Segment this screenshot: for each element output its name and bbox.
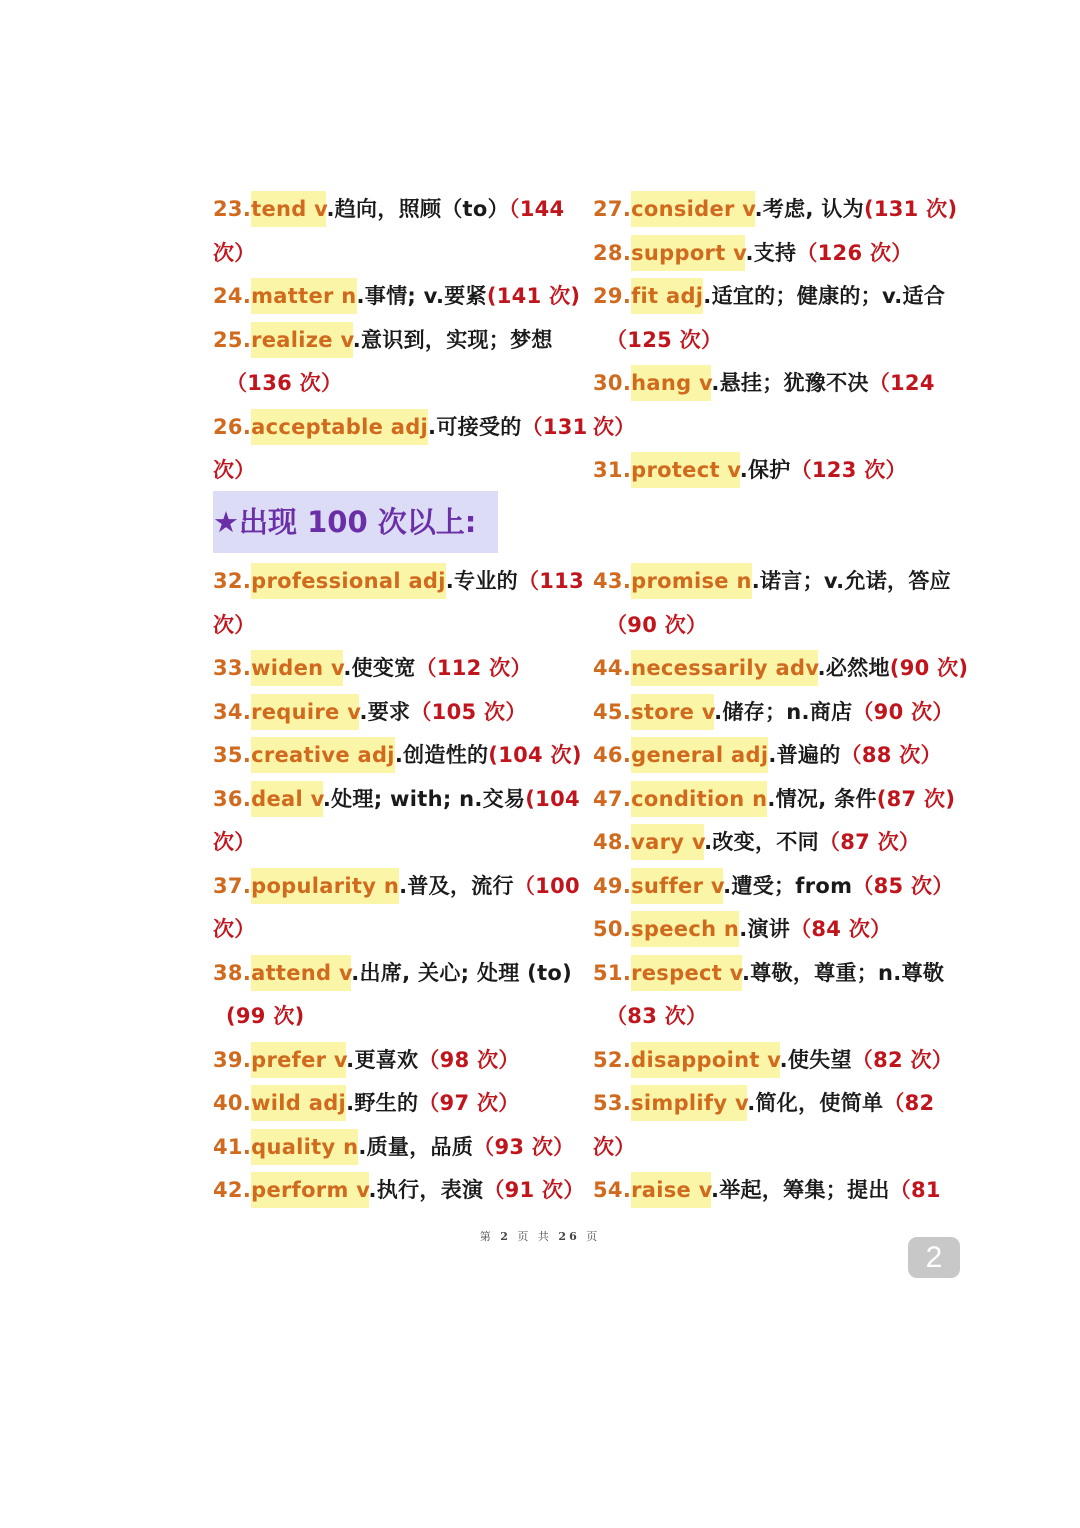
vocab-column-lower-right (593, 560, 969, 1213)
entry-continuation: 次） (213, 458, 256, 482)
entry-word: store v (631, 694, 714, 730)
entry-number: 41. (213, 1134, 252, 1159)
entry-word: simplify v (631, 1085, 747, 1121)
entry-frequency: （98 次） (418, 1047, 520, 1072)
entry-word: quality n (251, 1129, 358, 1165)
entry-continuation: 次） (593, 1134, 636, 1159)
entry-frequency: （144 (508, 197, 565, 221)
entry-definition: .要求 (359, 699, 411, 724)
entry-frequency: （85 次） (852, 873, 954, 898)
entry-frequency: （82 (883, 1091, 935, 1115)
entry-frequency: (131 次) (863, 197, 958, 221)
footer-total-pages: 26 (558, 1230, 580, 1243)
entry-definition: .尊敬，尊重；n.尊敬 (741, 960, 945, 985)
entry-definition: .使失望 (779, 1047, 852, 1072)
entry-frequency: （126 次） (796, 240, 913, 265)
entry-continuation: 次） (593, 414, 636, 439)
entry-frequency: （91 次） (483, 1178, 585, 1202)
entry-number: 26. (213, 414, 252, 439)
vocab-entry (593, 647, 969, 691)
entry-number: 47. (593, 786, 632, 811)
entry-word: tend v (251, 191, 326, 227)
entry-definition: .考虑, 认为 (754, 197, 864, 221)
entry-word: creative adj (251, 737, 395, 773)
vocab-column-upper-left (213, 188, 588, 493)
entry-frequency: (87 次) (876, 786, 956, 811)
entry-number: 46. (593, 743, 632, 767)
entry-number: 44. (593, 656, 632, 680)
entry-frequency: （113 (517, 569, 584, 593)
entry-definition: .事情; v.要紧 (356, 284, 487, 308)
vocab-entry (213, 1169, 585, 1213)
vocab-entry (213, 952, 573, 996)
entry-word: raise v (631, 1172, 711, 1208)
entry-word: wild adj (251, 1085, 346, 1121)
footer-page-number: 2 (500, 1230, 511, 1243)
entry-continuation: 次） (213, 830, 256, 854)
entry-word: fit adj (631, 278, 703, 314)
entry-number: 24. (213, 284, 252, 308)
entry-number: 50. (593, 917, 632, 941)
vocab-column-lower-left (213, 560, 585, 1213)
entry-word: speech n (631, 911, 739, 947)
vocab-entry (593, 821, 945, 865)
entry-frequency: （84 次） (790, 917, 892, 941)
vocab-entry (593, 275, 945, 319)
page-number-badge: 2 (908, 1237, 960, 1278)
vocab-entry (213, 778, 580, 822)
entry-continuation: (99 次) (226, 1004, 305, 1028)
entry-word: acceptable adj (251, 409, 428, 445)
entry-number: 34. (213, 699, 252, 724)
vocab-entry (213, 691, 565, 735)
entry-word: support v (631, 235, 745, 271)
entry-continuation: （90 次） (606, 612, 708, 637)
entry-definition: .保护 (739, 458, 791, 482)
entry-number: 36. (213, 786, 252, 811)
entry-number: 39. (213, 1047, 252, 1072)
entry-number: 51. (593, 960, 632, 985)
entry-number: 48. (593, 830, 632, 854)
entry-word: popularity n (251, 868, 399, 904)
entry-definition: .可接受的 (428, 414, 522, 439)
entry-number: 23. (213, 197, 252, 221)
vocab-entry (213, 188, 565, 232)
entry-word: suffer v (631, 868, 723, 904)
entry-definition: .执行，表演 (368, 1178, 484, 1202)
entry-definition: .必然地 (817, 656, 890, 680)
entry-frequency: （81 (889, 1178, 941, 1202)
vocab-entry (593, 1169, 945, 1213)
entry-number: 49. (593, 873, 632, 898)
vocab-entry (593, 908, 945, 952)
entry-number: 45. (593, 699, 632, 724)
entry-word: general adj (631, 737, 768, 773)
entry-word: prefer v (251, 1042, 346, 1078)
entry-word: professional adj (251, 563, 446, 599)
entry-number: 40. (213, 1091, 252, 1115)
entry-number: 31. (593, 458, 632, 482)
entry-frequency: （100 (513, 873, 580, 898)
entry-word: disappoint v (631, 1042, 779, 1078)
footer-mid: 页 共 (517, 1230, 552, 1243)
entry-word: respect v (631, 955, 742, 991)
vocab-entry (593, 865, 954, 909)
entry-definition: .改变，不同 (704, 830, 819, 854)
footer-suffix: 页 (586, 1230, 601, 1243)
entry-word: hang v (631, 365, 711, 401)
vocab-entry (593, 952, 945, 996)
entry-definition: .处理; with; n.交易 (322, 786, 526, 811)
vocab-entry (213, 734, 582, 778)
entry-word: vary v (631, 824, 704, 860)
entry-definition: .趋向，照顾（to） (326, 197, 509, 221)
vocab-entry (593, 188, 958, 232)
entry-word: matter n (251, 278, 356, 314)
entry-definition: .遭受；from (723, 873, 853, 898)
entry-frequency: （97 次） (418, 1091, 520, 1115)
vocab-entry (593, 362, 945, 406)
entry-frequency: (104 (525, 786, 580, 811)
entry-definition: .普及，流行 (399, 873, 514, 898)
entry-continuation: 次） (213, 917, 256, 941)
entry-word: protect v (631, 452, 740, 488)
entry-word: realize v (251, 322, 353, 358)
entry-number: 38. (213, 960, 252, 985)
entry-frequency: （123 次） (790, 458, 907, 482)
vocab-entry (213, 319, 565, 363)
entry-frequency: （90 次） (852, 699, 954, 724)
entry-continuation: （136 次） (226, 371, 343, 395)
entry-number: 42. (213, 1178, 252, 1202)
entry-number: 28. (593, 240, 632, 265)
entry-number: 29. (593, 284, 632, 308)
vocab-entry (213, 275, 581, 319)
entry-continuation: 次） (213, 612, 256, 637)
entry-continuation: （83 次） (606, 1004, 708, 1028)
entry-frequency: （93 次） (473, 1134, 575, 1159)
entry-word: widen v (251, 650, 343, 686)
vocab-entry (593, 691, 954, 735)
entry-word: deal v (251, 781, 323, 817)
entry-definition: .更喜欢 (346, 1047, 419, 1072)
entry-frequency: （88 次） (840, 743, 942, 767)
entry-frequency: （87 次） (818, 830, 921, 854)
entry-number: 37. (213, 873, 252, 898)
entry-definition: .创造性的 (394, 743, 489, 767)
entry-frequency: （124 (868, 371, 935, 395)
entry-definition: .质量，品质 (358, 1134, 474, 1159)
entry-number: 43. (593, 569, 632, 593)
entry-frequency: （112 次） (415, 656, 532, 680)
vocab-entry (593, 1039, 954, 1083)
vocab-entry (213, 1126, 575, 1170)
entry-number: 25. (213, 327, 252, 352)
entry-definition: .出席, 关心; 处理 (to) (351, 960, 573, 985)
vocab-entry (213, 1039, 565, 1083)
entry-definition: .举起，筹集；提出 (710, 1178, 890, 1202)
entry-frequency: (141 次) (486, 284, 581, 308)
entry-number: 54. (593, 1178, 632, 1202)
entry-definition: .使变宽 (343, 656, 416, 680)
entry-definition: .演讲 (739, 917, 791, 941)
entry-frequency: （82 次） (851, 1047, 954, 1072)
entry-word: consider v (631, 191, 754, 227)
entry-definition: .支持 (745, 240, 797, 265)
entry-definition: .简化，使简单 (747, 1091, 884, 1115)
entry-continuation: 次） (213, 240, 256, 265)
vocab-entry (593, 232, 945, 276)
section-heading: ★出现 100 次以上: (213, 491, 498, 553)
entry-word: perform v (251, 1172, 368, 1208)
entry-definition: .普遍的 (768, 743, 841, 767)
entry-definition: .储存；n.商店 (714, 699, 853, 724)
entry-definition: .专业的 (445, 569, 518, 593)
entry-word: attend v (251, 955, 351, 991)
entry-number: 33. (213, 656, 252, 680)
vocab-entry (593, 734, 945, 778)
entry-definition: .诺言；v.允诺，答应 (751, 569, 951, 593)
entry-word: require v (251, 694, 359, 730)
entry-frequency: (90 次) (889, 656, 969, 680)
vocab-entry (213, 865, 580, 909)
entry-number: 52. (593, 1047, 632, 1072)
footer-prefix: 第 (479, 1230, 494, 1243)
entry-number: 35. (213, 743, 252, 767)
entry-word: necessarily adv (631, 650, 818, 686)
entry-definition: .悬挂；犹豫不决 (711, 371, 869, 395)
entry-number: 53. (593, 1091, 632, 1115)
entry-definition: .适宜的；健康的；v.适合 (703, 284, 946, 308)
entry-number: 32. (213, 569, 252, 593)
entry-number: 30. (593, 371, 632, 395)
entry-frequency: (104 次) (488, 743, 582, 767)
vocab-column-upper-right (593, 188, 958, 493)
vocab-entry (593, 778, 956, 822)
entry-continuation: （125 次） (606, 327, 723, 352)
entry-word: promise n (631, 563, 752, 599)
entry-number: 27. (593, 197, 632, 221)
entry-definition: .情况, 条件 (767, 786, 877, 811)
vocab-entry (213, 647, 565, 691)
entry-frequency: （131 (521, 414, 588, 439)
vocab-entry (213, 1082, 565, 1126)
vocab-entry (213, 406, 588, 450)
entry-frequency: （105 次） (410, 699, 527, 724)
entry-word: condition n (631, 781, 767, 817)
entry-definition: .野生的 (346, 1091, 419, 1115)
vocab-entry (593, 449, 945, 493)
vocab-entry (593, 1082, 945, 1126)
vocab-entry (593, 560, 951, 604)
vocab-entry (213, 560, 584, 604)
entry-definition: .意识到，实现；梦想 (352, 327, 553, 352)
